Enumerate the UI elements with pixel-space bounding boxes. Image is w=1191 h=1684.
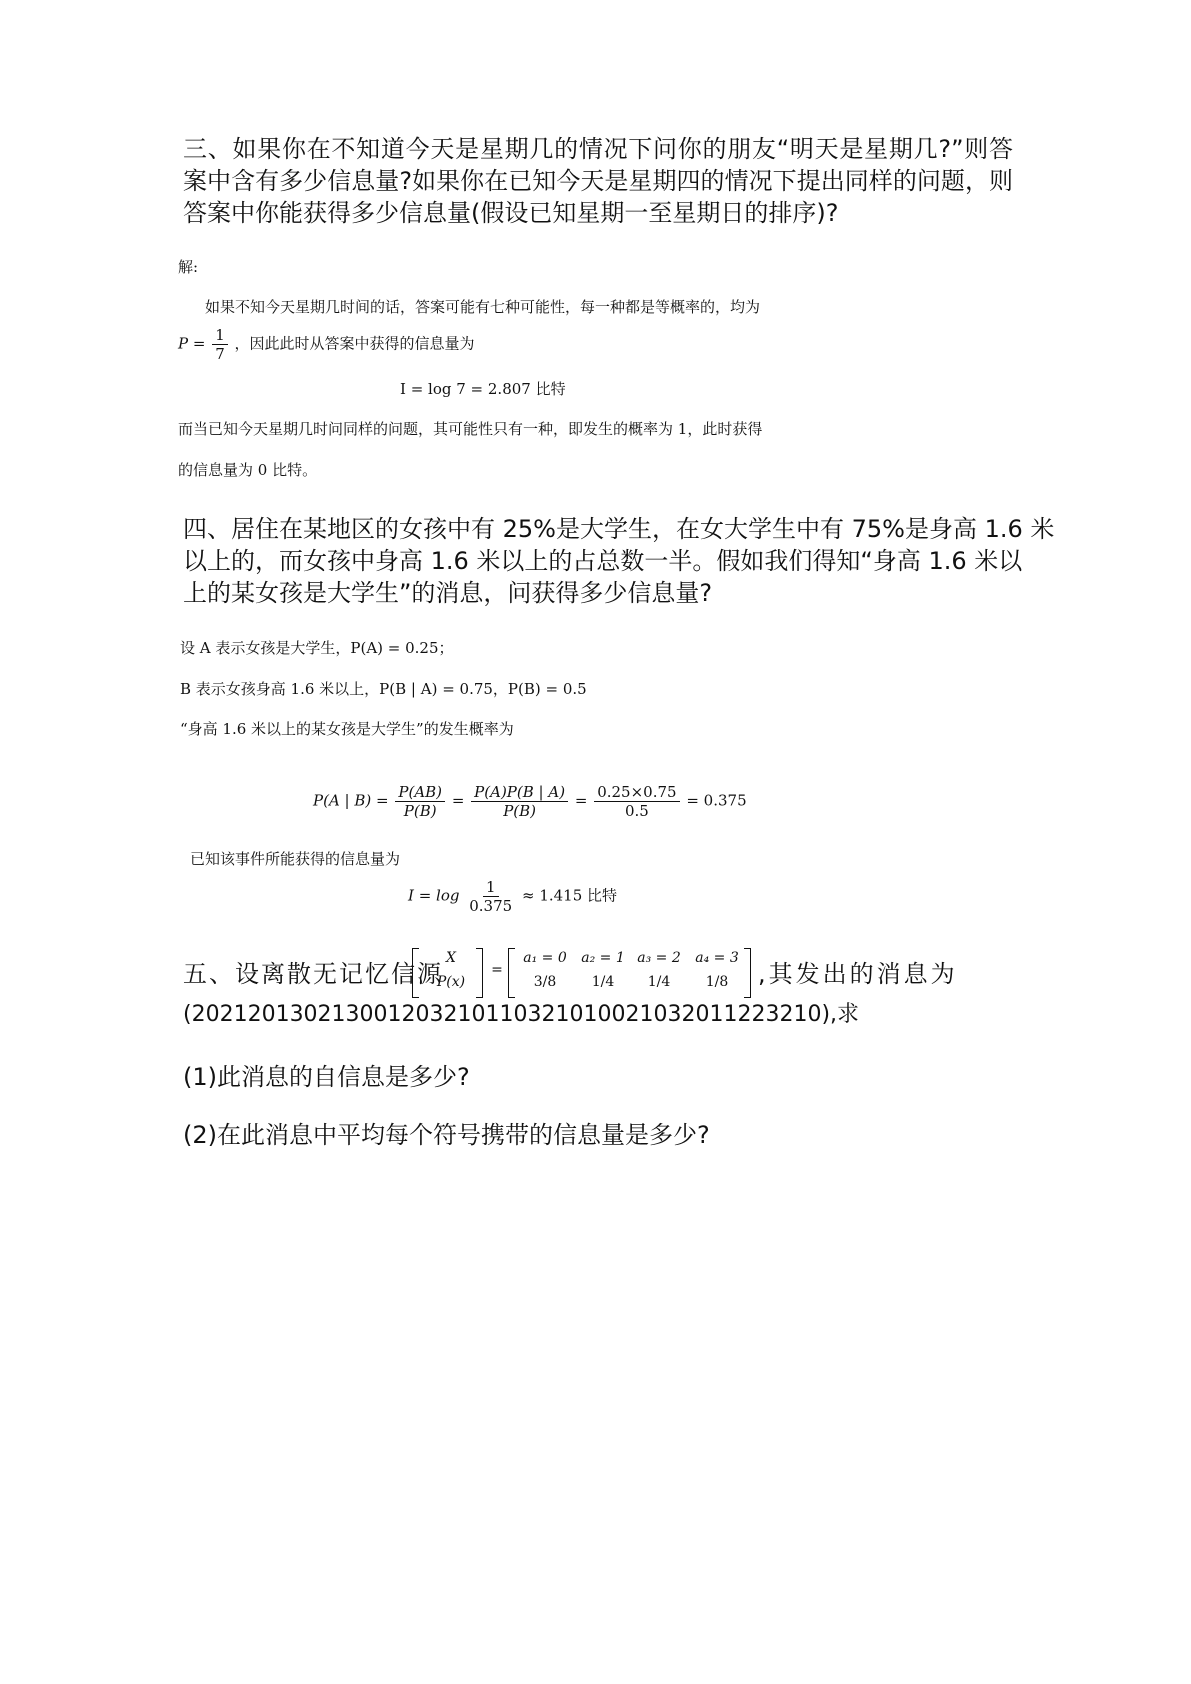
matrix-prob-1: 3/8 <box>533 974 557 990</box>
matrix-equals: = <box>491 962 503 978</box>
question-4-line-2: 以上的，而女孩中身高 1.6 米以上的占总数一半。假如我们得知“身高 1.6 米以 <box>183 547 1023 575</box>
question-4-line-3: 上的某女孩是大学生”的消息，问获得多少信息量? <box>183 579 713 607</box>
solution-3-probability <box>178 326 475 363</box>
info-lhs: I = log <box>408 886 460 905</box>
question-5-sub-1: (1)此消息的自信息是多少? <box>183 1063 470 1091</box>
solution-3-formula: I = log 7 = 2.807 比特 <box>400 380 566 398</box>
question-5-suffix: ,其发出的消息为 <box>758 960 958 988</box>
fraction-numerator: 0.25×0.75 <box>594 783 679 802</box>
eq-lhs: P(A | B) = <box>313 791 389 810</box>
eq-result: = 0.375 <box>686 791 747 810</box>
right-bracket-1 <box>476 948 483 998</box>
bayes-equation <box>313 783 747 820</box>
fraction-info <box>466 878 515 915</box>
p-lhs: P = <box>178 334 206 353</box>
fraction-numerator: P(AB) <box>395 783 445 802</box>
fraction-numerator: 1 <box>483 878 499 897</box>
matrix-prob-2: 1/4 <box>591 974 615 990</box>
matrix-prob-3: 1/4 <box>647 974 671 990</box>
solution-3-line-4: 的信息量为 0 比特。 <box>178 461 318 479</box>
fraction-one-seventh <box>212 326 228 363</box>
solution-4-line-2: B 表示女孩身高 1.6 米以上，P(B | A) = 0.75，P(B) = 0.5 <box>180 680 587 698</box>
left-bracket-2 <box>508 948 515 998</box>
question-5-message: (202120130213001203210110321010021032011223210),求 <box>183 1002 860 1027</box>
matrix-symbol-3: a₃ = 2 <box>637 950 681 966</box>
equals-sign: = <box>451 791 465 810</box>
matrix-x: X <box>446 950 456 966</box>
solution-4-line-1: 设 A 表示女孩是大学生，P(A) = 0.25； <box>180 639 454 657</box>
question-4-line-1: 四、居住在某地区的女孩中有 25%是大学生，在女大学生中有 75%是身高 1.6 米 <box>183 515 1055 543</box>
solution-3-line-1: 如果不知今天星期几时间的话，答案可能有七种可能性，每一种都是等概率的，均为 <box>205 298 761 316</box>
matrix-symbol-4: a₄ = 3 <box>695 950 739 966</box>
question-3-line-3: 答案中你能获得多少信息量(假设已知星期一至星期日的排序)? <box>183 199 839 227</box>
matrix-prob-4: 1/8 <box>705 974 729 990</box>
solution-4-line-3: “身高 1.6 米以上的某女孩是大学生”的发生概率为 <box>180 720 514 738</box>
source-matrix <box>412 948 752 1000</box>
solution-4-line-4: 已知该事件所能获得的信息量为 <box>190 850 401 868</box>
info-equation <box>408 878 617 915</box>
fraction-numerator: 1 <box>212 326 228 345</box>
fraction-denominator: 0.375 <box>469 897 513 915</box>
fraction-denominator: P(B) <box>503 802 537 820</box>
question-5-prefix: 五、设离散无记忆信源 <box>183 960 443 988</box>
fraction-pa-pba-pb <box>471 783 568 820</box>
fraction-denominator: P(B) <box>403 802 437 820</box>
question-5-sub-2: (2)在此消息中平均每个符号携带的信息量是多少? <box>183 1121 710 1149</box>
question-3-line-2: 案中含有多少信息量?如果你在已知今天是星期四的情况下提出同样的问题，则 <box>183 167 1013 195</box>
fraction-denominator: 0.5 <box>624 802 649 820</box>
question-3-line-1: 三、如果你在不知道今天是星期几的情况下问你的朋友“明天是星期几?”则答 <box>183 135 1013 163</box>
solution-3-label: 解: <box>178 258 199 276</box>
fraction-pab-pb <box>395 783 445 820</box>
fraction-denominator: 7 <box>215 345 225 363</box>
fraction-numerator: P(A)P(B | A) <box>471 783 568 802</box>
matrix-symbol-1: a₁ = 0 <box>523 950 567 966</box>
solution-3-line-2: ，因此此时从答案中获得的信息量为 <box>234 334 475 353</box>
solution-3-line-3: 而当已知今天星期几时问同样的问题，其可能性只有一种，即发生的概率为 1，此时获得 <box>178 420 763 438</box>
left-bracket-1 <box>412 948 419 998</box>
question-4 <box>183 513 1055 609</box>
matrix-px: P(x) <box>436 974 466 990</box>
question-3 <box>183 133 1013 229</box>
fraction-numeric <box>594 783 679 820</box>
right-bracket-2 <box>744 948 751 998</box>
info-rhs: ≈ 1.415 比特 <box>521 886 618 905</box>
equals-sign: = <box>574 791 588 810</box>
matrix-symbol-2: a₂ = 1 <box>581 950 625 966</box>
